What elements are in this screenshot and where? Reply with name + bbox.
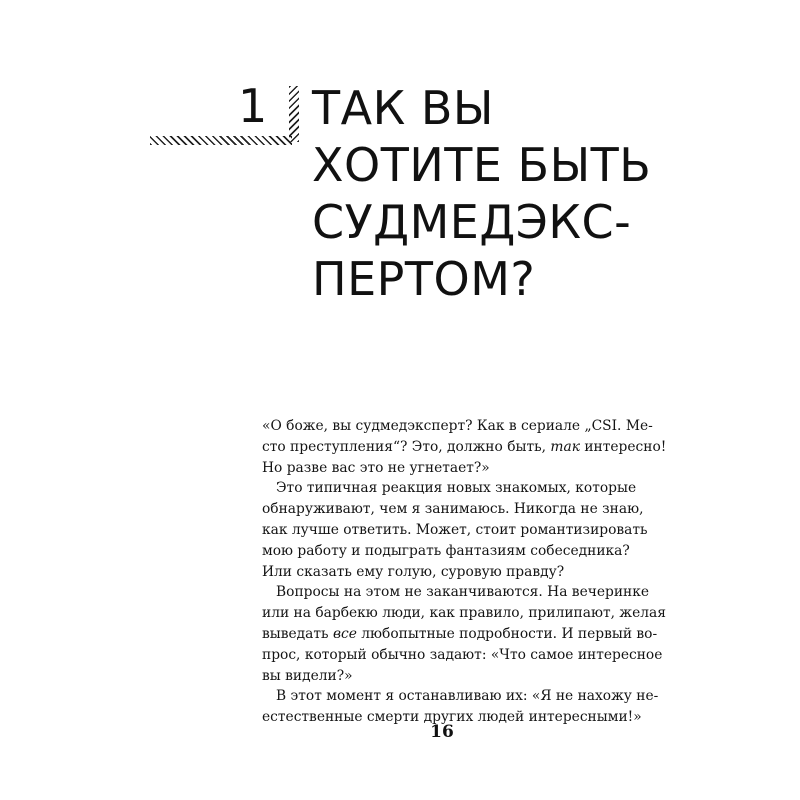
hatch-ornament-vertical xyxy=(289,86,299,142)
body-text xyxy=(262,416,667,728)
text-line: как лучше ответить. Может, стоит романтизировать xyxy=(262,521,648,538)
text-line: мою работу и подыграть фантазиям собеседника? xyxy=(262,542,630,559)
hatch-ornament-horizontal xyxy=(150,136,292,145)
text-line: Это типичная реакция новых знакомых, которые xyxy=(276,480,637,497)
page-number: 16 xyxy=(430,722,454,742)
text-line: вы видели?» xyxy=(262,667,353,684)
text-line: В этот момент я останавливаю их: «Я не нахожу не- xyxy=(276,688,659,705)
text-line: выведать все любопытные подробности. И первый во- xyxy=(262,625,658,642)
text-line: или на барбекю люди, как правило, прилипают, желая xyxy=(262,605,666,622)
emphasis: так xyxy=(550,438,580,455)
chapter-title-line: СУДМЕДЭКС- xyxy=(312,195,632,249)
text-line: сто преступления“? Это, должно быть, так интересно! xyxy=(262,438,667,455)
chapter-title xyxy=(312,80,652,308)
chapter-title-line: ПЕРТОМ? xyxy=(312,252,536,306)
text-line: Но разве вас это не угнетает?» xyxy=(262,459,490,476)
text-line: естественные смерти других людей интересными!» xyxy=(262,709,642,726)
text-line: Вопросы на этом не заканчиваются. На вечеринке xyxy=(276,584,650,601)
chapter-title-line: ХОТИТЕ БЫТЬ xyxy=(312,138,652,192)
text-line: «О боже, вы судмедэксперт? Как в сериале „CSI. Ме- xyxy=(262,418,653,434)
text-line: обнаруживают, чем я занимаюсь. Никогда не знаю, xyxy=(262,501,644,518)
chapter-title-line: ТАК ВЫ xyxy=(312,81,494,135)
text-line: прос, который обычно задают: «Что самое интересное xyxy=(262,646,663,663)
text-line: Или сказать ему голую, суровую правду? xyxy=(262,563,565,580)
chapter-number: 1 xyxy=(238,79,268,133)
emphasis: все xyxy=(332,625,357,642)
